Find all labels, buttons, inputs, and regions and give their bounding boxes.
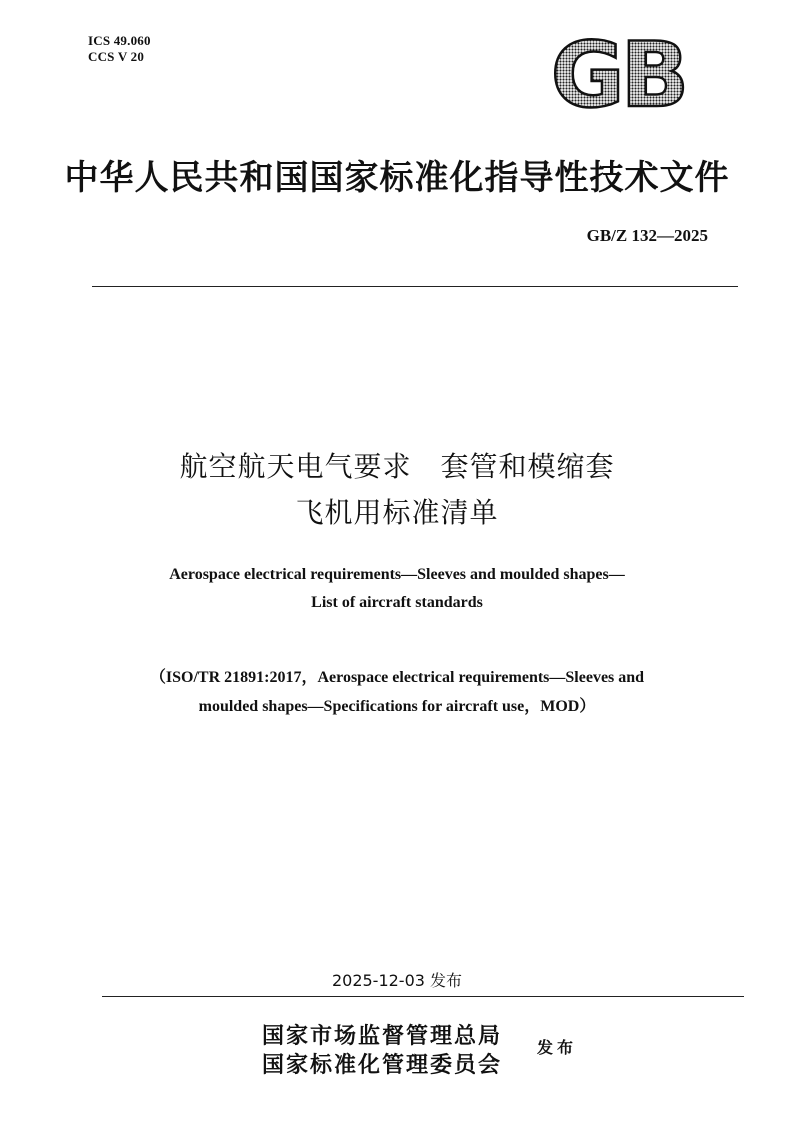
ics-code: ICS 49.060 [88, 33, 151, 48]
gb-logo [538, 30, 698, 112]
iso-reference-line-1: （ISO/TR 21891:2017，Aerospace electrical requirements—Sleeves and [149, 669, 645, 686]
english-title-line-1: Aerospace electrical requirements—Sleeves and moulded shapes— [169, 566, 625, 583]
classification-codes [88, 33, 151, 65]
iso-reference-line-2: moulded shapes—Specifications for aircraft use，MOD） [198, 698, 596, 715]
standard-number: GB/Z 132—2025 [586, 226, 708, 245]
header-divider [92, 286, 738, 287]
svg-text:GB: GB [550, 30, 686, 112]
document-type-title: 中华人民共和国国家标准化指导性技术文件 [64, 158, 730, 198]
authority-samr: 国家市场监督管理总局 [262, 1023, 503, 1049]
chinese-title-line-2: 飞机用标准清单 [295, 496, 499, 529]
publish-label: 发布 [537, 1038, 578, 1057]
footer-divider [102, 996, 744, 997]
authority-sac: 国家标准化管理委员会 [262, 1052, 503, 1078]
ccs-code: CCS V 20 [88, 49, 145, 64]
chinese-title-line-1: 航空航天电气要求 套管和模缩套 [179, 450, 615, 483]
english-title-line-2: List of aircraft standards [311, 594, 483, 611]
issue-date: 2025-12-03 发布 [331, 971, 463, 990]
